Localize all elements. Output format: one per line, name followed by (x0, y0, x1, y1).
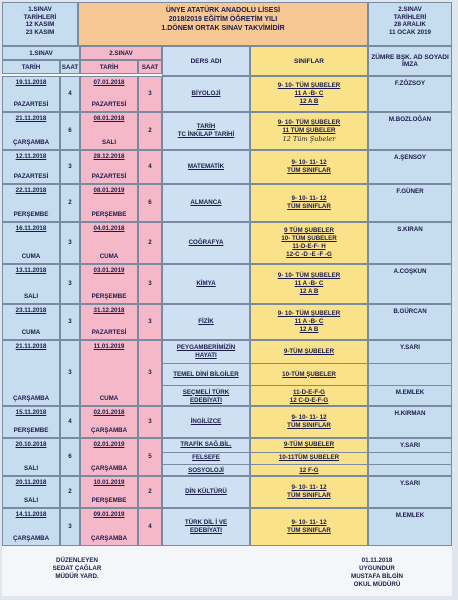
head-teacher-name: A.ŞENSOY (394, 154, 426, 161)
course-cell (162, 76, 250, 112)
second-exam-day: PAZARTESİ (91, 173, 127, 180)
course-name: EDEBİYATI (190, 527, 222, 534)
table-row (2, 112, 452, 150)
course-name: HAYATI (195, 352, 217, 359)
second-exam-period: 3 (138, 76, 162, 112)
col-group-exam2: 2.SINAV (80, 46, 162, 60)
table-row (2, 304, 452, 340)
second-exam-period: 3 (138, 304, 162, 340)
course-name: TARİH (196, 123, 216, 130)
second-exam-period: 6 (138, 184, 162, 222)
prepared-by-title: MÜDÜR YARD. (55, 573, 99, 580)
handwritten-note: 12 Tüm Şubeler (282, 135, 336, 143)
second-exam-date-cell (80, 508, 138, 546)
first-exam-date: 12.11.2018 (15, 153, 47, 160)
col-group-exam1: 1.SINAV (2, 46, 80, 60)
first-exam-date: 23.11.2018 (15, 307, 47, 314)
second-exam-period: 4 (138, 150, 162, 184)
first-exam-date: 20.10.2018 (15, 441, 47, 448)
first-exam-period: 3 (60, 264, 80, 304)
course-name: KİMYA (196, 280, 216, 287)
first-exam-date-cell (2, 508, 60, 546)
second-exam-date: 09.01.2019 (93, 511, 125, 518)
second-exam-date: 31.12.2018 (93, 307, 125, 314)
school-name: ÜNYE ATATÜRK ANADOLU LİSESİ (165, 7, 281, 14)
course-cell (162, 340, 250, 406)
approval-date: 01.11.2018 (361, 557, 393, 564)
course-cell (162, 264, 250, 304)
prepared-by-name: SEDAT ÇAĞLAR (52, 565, 102, 572)
head-teacher-name: F.GÜNER (396, 188, 424, 195)
approved-by-title: OKUL MÜDÜRÜ (353, 581, 401, 588)
second-exam-day: PERŞEMBE (91, 211, 127, 218)
head-teacher-name: M.EMLEK (395, 512, 425, 519)
first-exam-day: SALI (23, 293, 39, 300)
approved-by-name: MUSTAFA BİLGİN (351, 573, 403, 580)
sub-entry (369, 385, 451, 407)
second-exam-period: 4 (138, 508, 162, 546)
classes-cell (250, 340, 368, 406)
first-exam-day: SALI (23, 497, 39, 504)
course-name: BİYOLOJİ (191, 90, 221, 97)
class-list: 9-TÜM ŞUBELER (283, 348, 335, 355)
class-list: 12 A B (299, 288, 319, 295)
classes-cell (250, 150, 368, 184)
first-exam-date-cell (2, 222, 60, 264)
head-teacher-name: Y.SARI (400, 480, 420, 487)
sub-entry (369, 341, 451, 363)
classes-cell (250, 112, 368, 150)
class-list: 11 A -B- C (294, 90, 324, 97)
sub-entry (369, 363, 451, 385)
second-exam-date-cell (80, 406, 138, 438)
first-exam-period: 6 (60, 438, 80, 476)
second-exam-date: 28.12.2018 (93, 153, 125, 160)
second-exam-day: PERŞEMBE (91, 293, 127, 300)
sub-entry (369, 452, 451, 465)
class-list: TÜM SINIFLAR (287, 422, 331, 429)
first-exam-day: ÇARŞAMBA (12, 139, 50, 146)
first-exam-date: 21.11.2018 (15, 343, 47, 350)
sub-entry (163, 452, 249, 465)
sub-entry (163, 363, 249, 385)
classes-cell (250, 184, 368, 222)
col-period2: SAAT (138, 60, 162, 74)
first-exam-date: 22.11.2018 (15, 187, 47, 194)
second-exam-date-cell (80, 222, 138, 264)
first-exam-period: 3 (60, 304, 80, 340)
class-list: 11-D-E-F-G (293, 388, 325, 396)
col-course: DERS ADI (162, 46, 250, 76)
course-name: TRAFİK SAĞ.BİL. (180, 441, 232, 449)
table-row (2, 264, 452, 304)
first-exam-date-cell (2, 340, 60, 406)
second-exam-day: CUMA (99, 253, 119, 260)
classes-cell (250, 76, 368, 112)
first-exam-day: PAZARTESİ (13, 173, 49, 180)
head-teacher-cell (368, 406, 452, 438)
course-name: ALMANCA (190, 199, 222, 206)
first-exam-day: SALI (23, 465, 39, 472)
second-exam-day: PAZARTESİ (91, 101, 127, 108)
class-list: 9- 10- TÜM ŞUBELER (277, 272, 341, 279)
second-exam-date-cell (80, 184, 138, 222)
class-list: 10-11TÜM ŞUBELER (278, 454, 340, 462)
second-exam-date: 07.01.2018 (93, 79, 125, 86)
course-cell (162, 438, 250, 476)
header-right-line: 28 ARALIK (394, 21, 426, 28)
first-exam-dates-header (2, 2, 78, 46)
class-list: 11 A -B- C (294, 318, 324, 325)
second-exam-date-cell (80, 438, 138, 476)
course-name: TÜRK DİL İ VE (184, 519, 228, 526)
course-name: FİZİK (198, 318, 214, 325)
prepared-by-label: DÜZENLEYEN (56, 557, 98, 564)
classes-cell (250, 438, 368, 476)
course-name: PEYGAMBERİMİZİN (176, 344, 236, 351)
schedule-title: 1.DÖNEM ORTAK SINAV TAKVİMİDİR (161, 25, 285, 32)
header-left-line: 23 KASIM (25, 28, 55, 36)
class-list: TÜM SINIFLAR (287, 167, 331, 174)
course-cell (162, 222, 250, 264)
first-exam-date-cell (2, 438, 60, 476)
first-exam-period: 4 (60, 76, 80, 112)
class-list: 11 A -B- C (294, 280, 324, 287)
first-exam-date: 19.11.2018 (15, 79, 47, 86)
approval-label: UYGUNDUR (359, 565, 395, 572)
course-name: İNGİLİZCE (190, 418, 222, 425)
head-teacher-name: Y.SARI (400, 344, 420, 351)
col-period1: SAAT (60, 60, 80, 74)
second-exam-day: ÇARŞAMBA (90, 427, 128, 434)
class-list: 12 F-G (299, 467, 319, 475)
first-exam-date: 14.11.2018 (15, 511, 47, 518)
first-exam-period: 2 (60, 476, 80, 508)
col-date2: TARİH (80, 60, 138, 74)
course-cell (162, 508, 250, 546)
second-exam-date-cell (80, 304, 138, 340)
classes-cell (250, 222, 368, 264)
second-exam-date: 10.01.2019 (93, 479, 125, 486)
first-exam-date: 21.11.2018 (15, 115, 47, 122)
sub-entry (251, 341, 367, 363)
header-right-line: 11 OCAK 2019 (389, 28, 431, 36)
second-exam-date: 08.01.2019 (93, 187, 125, 194)
first-exam-period: 4 (60, 406, 80, 438)
table-row (2, 340, 452, 406)
first-exam-date: 16.11.2018 (15, 225, 47, 232)
first-exam-date-cell (2, 476, 60, 508)
head-teacher-cell (368, 508, 452, 546)
second-exam-date: 03.01.2019 (93, 267, 125, 274)
second-exam-period: 2 (138, 222, 162, 264)
class-list: TÜM SINIFLAR (287, 527, 331, 534)
first-exam-day: CUMA (21, 253, 41, 260)
head-teacher-cell (368, 340, 452, 406)
sub-entry (251, 452, 367, 465)
table-row (2, 508, 452, 546)
class-list: 11 TÜM ŞUBELER (282, 127, 336, 134)
table-row (2, 476, 452, 508)
second-exam-date-cell (80, 340, 138, 406)
class-list: 9- 10- 11- 12 (291, 159, 327, 166)
first-exam-period: 3 (60, 222, 80, 264)
second-exam-date-cell (80, 112, 138, 150)
second-exam-date: 02.01.2019 (93, 441, 125, 448)
second-exam-period: 3 (138, 340, 162, 406)
head-teacher-cell (368, 264, 452, 304)
signature-footer (2, 553, 452, 596)
approved-by (322, 557, 432, 589)
second-exam-period: 3 (138, 406, 162, 438)
table-row (2, 184, 452, 222)
head-teacher-name: S.KIRAN (397, 226, 423, 233)
table-row (2, 438, 452, 476)
course-name: EDEBİYATI (190, 396, 222, 404)
class-list: 9- 10- 11- 12 (291, 414, 327, 421)
header-right-line: 2.SINAV (398, 6, 422, 13)
second-exam-dates-header (368, 2, 452, 46)
class-list: 9- 10- 11- 12 (291, 519, 327, 526)
course-cell (162, 476, 250, 508)
head-teacher-cell (368, 112, 452, 150)
second-exam-day: PAZARTESİ (91, 329, 127, 336)
first-exam-date: 15.11.2018 (15, 409, 47, 416)
classes-cell (250, 264, 368, 304)
class-list: 9- 10- 11- 12 (291, 195, 327, 202)
head-teacher-cell (368, 150, 452, 184)
first-exam-date-cell (2, 264, 60, 304)
course-cell (162, 406, 250, 438)
first-exam-date: 13.11.2018 (15, 267, 47, 274)
head-teacher-name: F.ZÖZSOY (394, 80, 426, 87)
second-exam-period: 5 (138, 438, 162, 476)
second-exam-period: 2 (138, 476, 162, 508)
prepared-by (22, 557, 132, 581)
header-left-line: 12 KASIM (25, 21, 55, 28)
col-date1: TARİH (2, 60, 60, 74)
sub-entry (251, 439, 367, 452)
head-teacher-cell (368, 304, 452, 340)
first-exam-day: ÇARŞAMBA (12, 395, 50, 402)
course-cell (162, 304, 250, 340)
class-list: 9- 10- TÜM ŞUBELER (277, 119, 341, 126)
col-head-teacher: ZÜMRE BŞK. AD SOYADI İMZA (368, 46, 452, 76)
school-title-header (78, 2, 368, 46)
col-classes: SINIFLAR (250, 46, 368, 76)
class-list: 9- 10- 11- 12 (291, 484, 327, 491)
class-list: 9- 10- TÜM ŞUBELER (277, 310, 341, 317)
second-exam-date: 08.01.2018 (93, 115, 125, 122)
first-exam-date-cell (2, 184, 60, 222)
first-exam-period: 2 (60, 184, 80, 222)
exam-schedule-sheet (2, 2, 452, 596)
course-name: DİN KÜLTÜRÜ (185, 488, 227, 495)
classes-cell (250, 406, 368, 438)
second-exam-date-cell (80, 476, 138, 508)
class-list: 10-TÜM ŞUBELER (282, 370, 336, 378)
course-name: TEMEL DİNİ BİLGİLER (173, 370, 239, 378)
sub-entry (163, 341, 249, 363)
table-row (2, 76, 452, 112)
header-left-line: 1.SINAV (28, 6, 52, 13)
second-exam-day: PERŞEMBE (91, 497, 127, 504)
class-list: 12-C -D -E -F -G (286, 251, 332, 258)
first-exam-day: ÇARŞAMBA (12, 535, 50, 542)
first-exam-date-cell (2, 406, 60, 438)
class-list: TÜM SINIFLAR (287, 492, 331, 499)
sub-entry (251, 363, 367, 385)
first-exam-period: 3 (60, 150, 80, 184)
class-list: 10- TÜM ŞUBELER (281, 235, 337, 242)
second-exam-date-cell (80, 150, 138, 184)
second-exam-day: ÇARŞAMBA (90, 465, 128, 472)
header-left-line: TARİHLERİ (23, 13, 57, 21)
head-teacher-cell (368, 76, 452, 112)
academic-year: 2018/2019 EĞİTİM ÖĞRETİM YILI (168, 16, 278, 23)
class-list: 12 A B (299, 98, 319, 105)
course-name: TC İNKILAP TARİHİ (177, 131, 235, 138)
table-row (2, 150, 452, 184)
head-teacher-cell (368, 476, 452, 508)
course-name: SOSYOLOJİ (188, 467, 224, 475)
head-teacher-name: H.KIRMAN (394, 410, 426, 417)
first-exam-day: PAZARTESİ (13, 101, 49, 108)
head-teacher-name: Y.SARI (400, 442, 420, 449)
head-teacher-name: M.EMLEK (395, 389, 425, 396)
course-cell (162, 184, 250, 222)
second-exam-date: 11.01.2019 (93, 343, 125, 350)
first-exam-period: 3 (60, 508, 80, 546)
first-exam-date-cell (2, 304, 60, 340)
class-list: 12 A B (299, 326, 319, 333)
first-exam-day: PERŞEMBE (13, 427, 49, 434)
second-exam-day: CUMA (99, 395, 119, 402)
second-exam-day: ÇARŞAMBA (90, 535, 128, 542)
head-teacher-name: B.GÜRCAN (393, 308, 427, 315)
head-teacher-cell (368, 222, 452, 264)
course-name: MATEMATİK (187, 163, 225, 170)
first-exam-period: 3 (60, 340, 80, 406)
class-list: 9- 10- TÜM ŞUBELER (277, 82, 341, 89)
head-teacher-cell (368, 438, 452, 476)
class-list: TÜM SINIFLAR (287, 203, 331, 210)
first-exam-date-cell (2, 76, 60, 112)
first-exam-date: 20.11.2018 (15, 479, 47, 486)
class-list: 9 TÜM ŞUBELER (284, 227, 334, 234)
course-cell (162, 112, 250, 150)
sub-entry (369, 439, 451, 452)
second-exam-period: 3 (138, 264, 162, 304)
second-exam-day: SALI (101, 139, 117, 146)
class-list: 9-TÜM ŞUBELER (283, 441, 335, 449)
first-exam-day: PERŞEMBE (13, 211, 49, 218)
class-list: 11-D-E-F- H (292, 243, 326, 250)
second-exam-date-cell (80, 264, 138, 304)
sub-entry (163, 439, 249, 452)
course-cell (162, 150, 250, 184)
header-right-line: TARİHLERİ (393, 13, 427, 21)
course-name: SEÇMELİ TÜRK (182, 388, 230, 396)
head-teacher-cell (368, 184, 452, 222)
first-exam-date-cell (2, 112, 60, 150)
second-exam-date: 02.01.2018 (93, 409, 125, 416)
first-exam-date-cell (2, 150, 60, 184)
classes-cell (250, 476, 368, 508)
sub-entry (251, 385, 367, 407)
classes-cell (250, 304, 368, 340)
head-teacher-name: M.BOZLOĞAN (388, 116, 432, 123)
sub-entry (163, 385, 249, 407)
table-row (2, 406, 452, 438)
second-exam-date-cell (80, 76, 138, 112)
course-name: COĞRAFYA (188, 239, 224, 246)
class-list: 12 C-D-E-F-G (289, 396, 329, 404)
first-exam-period: 6 (60, 112, 80, 150)
first-exam-day: CUMA (21, 329, 41, 336)
second-exam-period: 2 (138, 112, 162, 150)
course-name: FELSEFE (192, 454, 220, 462)
head-teacher-name: A.COŞKUN (393, 268, 427, 275)
classes-cell (250, 508, 368, 546)
second-exam-date: 04.01.2018 (93, 225, 125, 232)
table-row (2, 222, 452, 264)
